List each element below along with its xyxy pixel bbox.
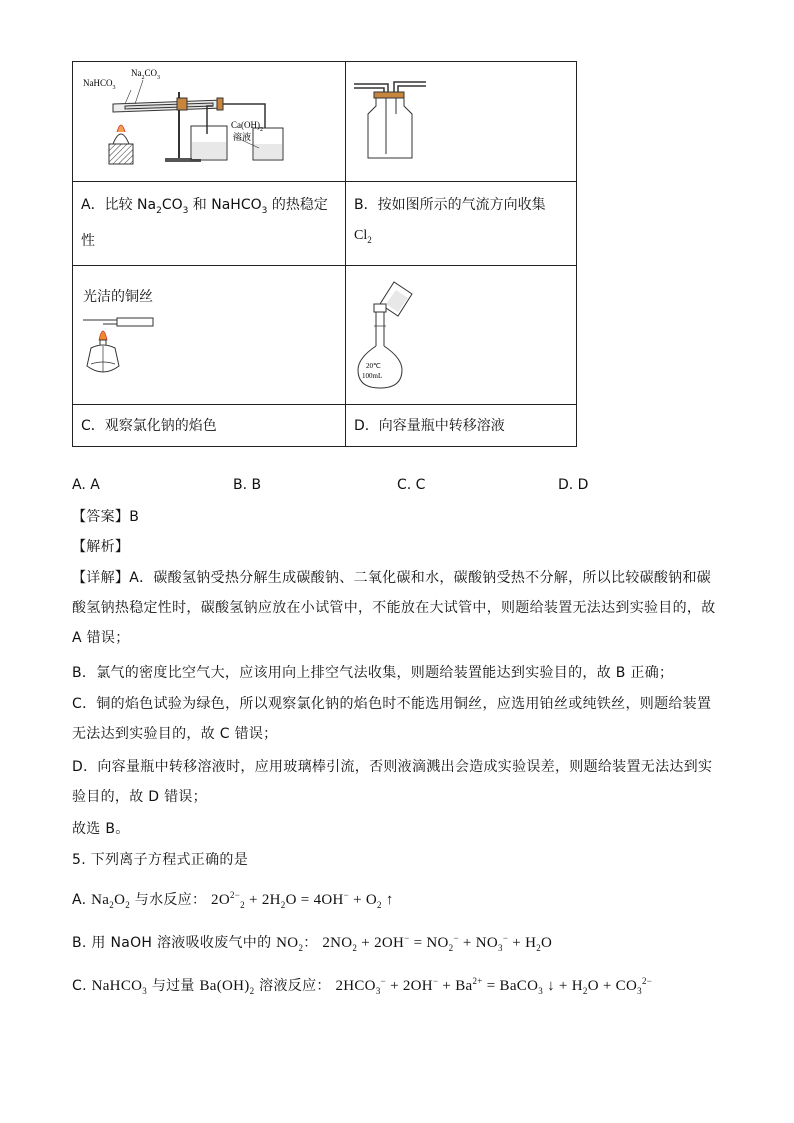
option-d: D. D bbox=[558, 477, 589, 493]
flask-temp-label: 20℃ bbox=[366, 362, 381, 370]
analysis-d: D．向容量瓶中转移溶液时，应用玻璃棒引流，否则液滴溅出会造成实验误差，则题给装置无法达到实验目的，故 D 错误； bbox=[72, 759, 713, 805]
label-nahco3: NaHCO$_3$ bbox=[83, 78, 116, 91]
analysis-c: C．铜的焰色试验为绿色，所以观察氯化钠的焰色时不能选用铜丝，应选用铂丝或纯铁丝，则题给装置无法达到实验目的，故 C 错误； bbox=[72, 696, 712, 742]
analysis-heading: 【解析】 bbox=[72, 539, 130, 555]
copper-wire-label: 光洁的铜丝 bbox=[83, 289, 153, 305]
label-na2co3: $Na_2CO_3$ bbox=[131, 68, 161, 81]
question-5-option-c: C. NaHCO$_3$ 与过量 $Ba(OH)_2$ 溶液反应： $2HCO_3^- + 2OH^- + Ba^{2+}$ = BaCO$_3$ ↓ + $H_2O + CO_3^{2-}$ bbox=[72, 976, 653, 996]
analysis-conclusion: 故选 B。 bbox=[72, 821, 130, 837]
thermal-stability-apparatus-diagram bbox=[73, 62, 345, 177]
analysis-a: 【详解】A．碳酸氢钠受热分解生成碳酸钠、二氧化碳和水，碳酸钠受热不分解，所以比较碳酸钠和碳酸氢钠热稳定性时，碳酸氢钠应放在小试管中，不能放在大试管中，则题给装置无法达到实验目的，故 A 错误； bbox=[72, 570, 716, 646]
label-solution: 溶液 bbox=[233, 132, 252, 142]
cell-a-caption: A．比较 $Na_2CO_3$ 和 NaHCO$_3$ 的热稳定 性 bbox=[73, 182, 346, 266]
cell-c-caption: C．观察氯化钠的焰色 bbox=[73, 405, 346, 447]
cell-d-caption: D．向容量瓶中转移溶液 bbox=[346, 405, 577, 447]
cell-b-image bbox=[346, 62, 577, 182]
question-5-option-a: A. $Na_2O_2$ 与水反应： $2O_{2-2} + 2H_2O = 4OH^- + O_2$ ↑ bbox=[72, 890, 394, 910]
option-a: A. A bbox=[72, 477, 100, 493]
option-c: C. C bbox=[397, 477, 426, 493]
experiment-table bbox=[72, 61, 577, 447]
cell-b-caption: B．按如图所示的气流方向收集 $Cl_2$ bbox=[346, 182, 577, 266]
flask-volume-label: 100mL bbox=[362, 372, 383, 380]
cell-c-image bbox=[73, 266, 346, 405]
option-b: B. B bbox=[233, 477, 262, 493]
cell-d-image bbox=[346, 266, 577, 405]
flame-test-diagram bbox=[73, 266, 345, 400]
volumetric-flask-diagram bbox=[346, 266, 576, 400]
answer-line: 【答案】B bbox=[72, 509, 140, 525]
question-5-stem: 5. 下列离子方程式正确的是 bbox=[72, 852, 249, 868]
label-caoh2: $Ca(OH)_2$ bbox=[231, 120, 263, 133]
cell-a-image bbox=[73, 62, 346, 182]
analysis-b: B．氯气的密度比空气大，应该用向上排空气法收集，则题给装置能达到实验目的，故 B 正确； bbox=[72, 665, 674, 681]
question-5-option-b: B. 用 NaOH 溶液吸收废气中的 $NO_2$： $2NO_2 + 2OH^- = NO_2^- + NO_3^- + H_2O$ bbox=[72, 933, 553, 953]
gas-collection-bottle-diagram bbox=[346, 62, 576, 177]
